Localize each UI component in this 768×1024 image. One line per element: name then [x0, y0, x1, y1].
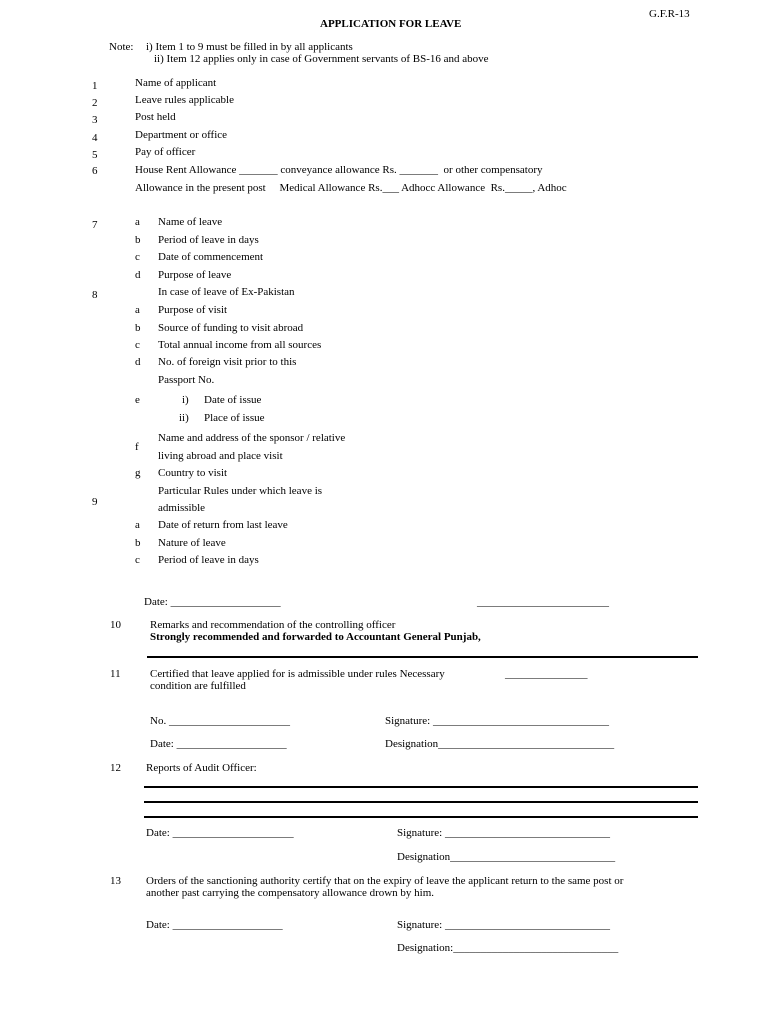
sub-letter: a — [135, 304, 140, 316]
sub-letter: b — [135, 234, 141, 246]
sanction-order-line-2: another past carrying the compensatory allowance drown by him. — [146, 887, 435, 899]
sub-letter: g — [135, 467, 141, 479]
item-label-department: Department or office — [135, 129, 228, 141]
item-label-applicant-name: Name of applicant — [135, 77, 217, 89]
audit-report-label: Reports of Audit Officer: — [146, 762, 257, 774]
certification-text-line-1: Certified that leave applied for is admissible under rules Necessary — [150, 668, 445, 680]
date-field: Date: ____________________ — [144, 596, 281, 608]
note-line-1: i) Item 1 to 9 must be filled in by all applicants — [146, 41, 353, 53]
designation-field: Designation:______________________________ — [397, 942, 619, 954]
field-label-country: Country to visit — [158, 467, 228, 479]
field-label-foreign-visits: No. of foreign visit prior to this — [158, 356, 297, 368]
number-field: No. ______________________ — [150, 715, 290, 727]
item-label-leave-rules: Leave rules applicable — [135, 94, 234, 106]
item-number-8: 8 — [92, 289, 98, 301]
note-line-2: ii) Item 12 applies only in case of Government servants of BS-16 and above — [154, 53, 489, 65]
audit-report-line — [144, 816, 698, 818]
applicant-signature-line: ________________________ — [477, 596, 609, 608]
item-number-10: 10 — [110, 619, 121, 631]
section-heading-rules-line-1: Particular Rules under which leave is — [158, 485, 323, 497]
sub-letter: a — [135, 216, 140, 228]
page-title: APPLICATION FOR LEAVE — [320, 18, 462, 30]
sub-letter: e — [135, 394, 140, 406]
item-label-post-held: Post held — [135, 111, 176, 123]
item-number-12: 12 — [110, 762, 121, 774]
sub-letter: d — [135, 356, 141, 368]
item-number-4: 4 — [92, 132, 98, 144]
designation-field: Designation________________________________ — [385, 738, 615, 750]
field-label-visit-purpose: Purpose of visit — [158, 304, 228, 316]
item-number-2: 2 — [92, 97, 98, 109]
item-label-allowances-line-1: House Rent Allowance _______ conveyance allowance Rs. _______ or other compensatory — [135, 164, 543, 176]
audit-report-line — [144, 801, 698, 803]
field-label-commencement-date: Date of commencement — [158, 251, 264, 263]
item-number-1: 1 — [92, 80, 98, 92]
date-field: Date: ______________________ — [146, 827, 294, 839]
item-label-allowances-line-2: Allowance in the present post Medical Allowance Rs.___ Adhocc Allowance Rs._____, Adhoc — [135, 182, 567, 194]
section-heading-rules-line-2: admissible — [158, 502, 206, 514]
note-label: Note: — [109, 41, 134, 53]
signature-field: Signature: ______________________________ — [397, 919, 610, 931]
field-label-leave-name: Name of leave — [158, 216, 223, 228]
sub-letter: c — [135, 251, 140, 263]
field-label-period-days: Period of leave in days — [158, 554, 259, 566]
certification-blank: _______________ — [505, 668, 588, 680]
divider — [147, 656, 698, 658]
audit-report-line — [144, 786, 698, 788]
item-number-5: 5 — [92, 149, 98, 161]
field-label-leave-purpose: Purpose of leave — [158, 269, 232, 281]
item-number-9: 9 — [92, 496, 98, 508]
item-label-pay: Pay of officer — [135, 146, 196, 158]
field-label-issue-place: Place of issue — [204, 412, 265, 424]
sanction-order-line-1: Orders of the sanctioning authority certify that on the expiry of leave the applicant return to the same post or — [146, 875, 624, 887]
sub-letter: f — [135, 441, 139, 453]
field-label-issue-date: Date of issue — [204, 394, 262, 406]
recommendation-text: Strongly recommended and forwarded to Accountant General Punjab, — [150, 631, 481, 643]
sub-roman-numeral: ii) — [179, 412, 189, 424]
field-label-sponsor-line-2: living abroad and place visit — [158, 450, 283, 462]
date-field: Date: ____________________ — [150, 738, 287, 750]
sub-letter: c — [135, 554, 140, 566]
sub-roman-numeral: i) — [182, 394, 189, 406]
field-label-sponsor-line-1: Name and address of the sponsor / relative — [158, 432, 346, 444]
sub-letter: b — [135, 322, 141, 334]
sub-letter: c — [135, 339, 140, 351]
form-code: G.F.R-13 — [649, 8, 690, 20]
item-number-11: 11 — [110, 668, 121, 680]
certification-text-line-2: condition are fulfilled — [150, 680, 246, 692]
field-label-leave-period: Period of leave in days — [158, 234, 259, 246]
item-number-3: 3 — [92, 114, 98, 126]
item-number-6: 6 — [92, 165, 98, 177]
item-number-7: 7 — [92, 219, 98, 231]
designation-field: Designation______________________________ — [397, 851, 616, 863]
sub-letter: b — [135, 537, 141, 549]
signature-field: Signature: ______________________________ — [397, 827, 610, 839]
field-label-funding-source: Source of funding to visit abroad — [158, 322, 304, 334]
remarks-label: Remarks and recommendation of the controlling officer — [150, 619, 396, 631]
signature-field: Signature: ________________________________ — [385, 715, 609, 727]
item-number-13: 13 — [110, 875, 121, 887]
section-heading-ex-pakistan: In case of leave of Ex-Pakistan — [158, 286, 295, 298]
field-label-passport-no: Passport No. — [158, 374, 215, 386]
date-field: Date: ____________________ — [146, 919, 283, 931]
field-label-leave-nature: Nature of leave — [158, 537, 226, 549]
sub-letter: a — [135, 519, 140, 531]
field-label-return-date: Date of return from last leave — [158, 519, 288, 531]
sub-letter: d — [135, 269, 141, 281]
field-label-annual-income: Total annual income from all sources — [158, 339, 322, 351]
